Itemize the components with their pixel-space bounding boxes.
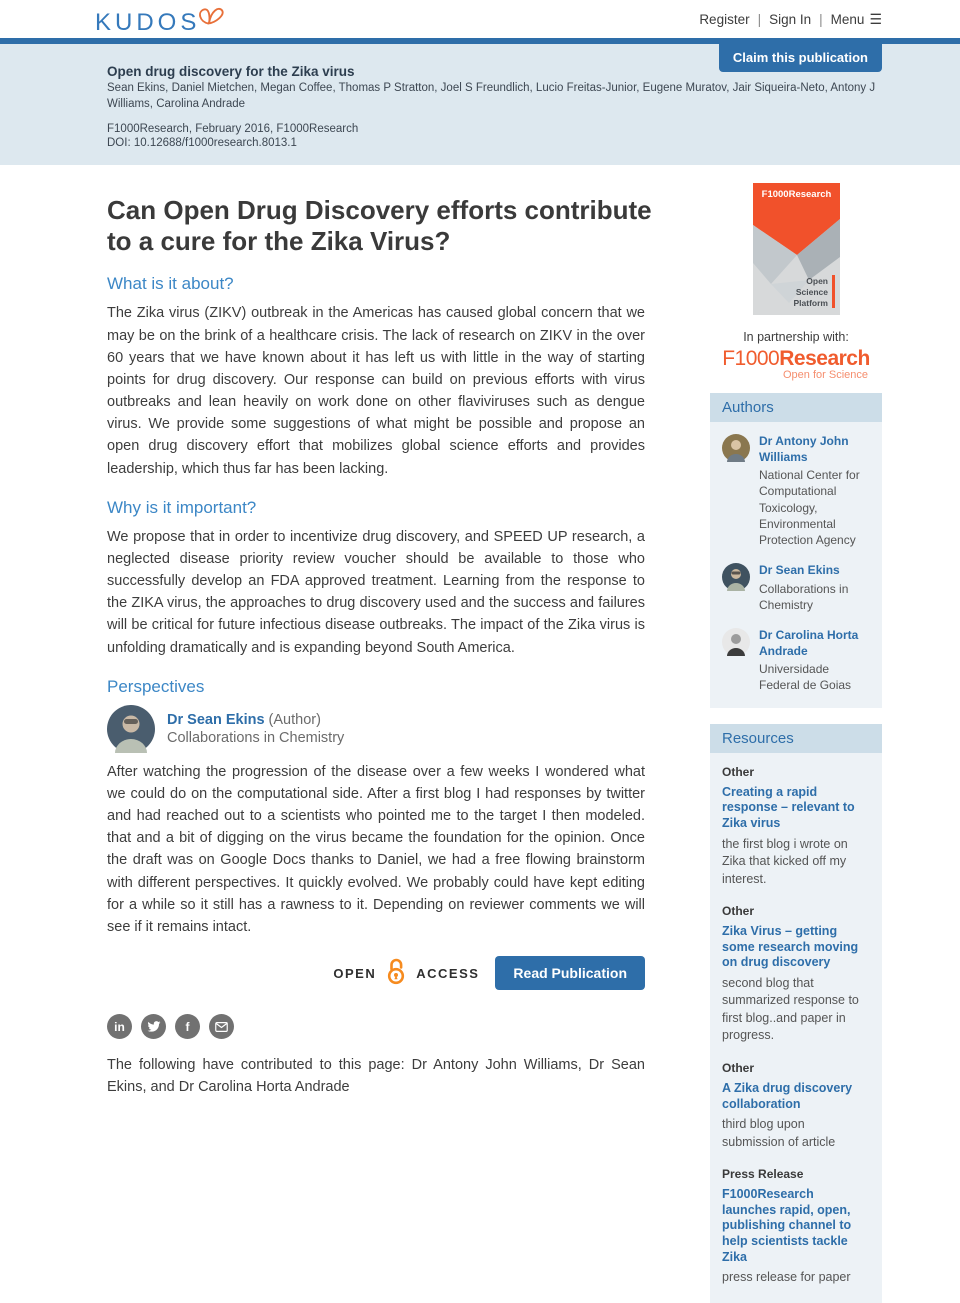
resource-title-link[interactable]: Zika Virus – getting some research moving on drug discovery	[722, 924, 859, 970]
open-access-lock-icon	[384, 957, 408, 990]
avatar	[722, 434, 750, 462]
perspective-author-block	[107, 705, 667, 753]
resource-title-link[interactable]: F1000Research launches rapid, open, publishing channel to help scientists tackle Zika	[722, 1187, 852, 1264]
authors-section-heading: Authors	[710, 393, 882, 422]
avatar	[722, 628, 750, 656]
author-list-item	[722, 628, 870, 694]
resources-section-heading: Resources	[710, 724, 882, 753]
author-affiliation: Collaborations in Chemistry	[759, 581, 849, 612]
resource-list-item	[722, 765, 870, 888]
perspectives-heading: Perspectives	[107, 676, 205, 696]
resource-type: Other	[722, 764, 755, 779]
hamburger-menu-icon[interactable]: ☰	[869, 11, 882, 27]
linkedin-icon[interactable]: in	[107, 1014, 132, 1039]
author-name-link[interactable]: Dr Antony John Williams	[759, 434, 849, 464]
resource-list-item	[722, 1167, 870, 1287]
journal-cover-image	[753, 183, 840, 315]
contributors-text: The following have contributed to this page: Dr Antony John Williams, Dr Sean Ekins, and Dr Carolina Horta Andrade	[107, 1057, 645, 1095]
social-share-row	[107, 1014, 667, 1039]
nav-separator: |	[757, 12, 762, 27]
menu-link[interactable]: Menu	[830, 12, 865, 27]
claim-publication-button[interactable]: Claim this publication	[719, 44, 882, 72]
top-nav	[699, 11, 882, 28]
importance-heading: Why is it important?	[107, 497, 257, 517]
resource-list-item	[722, 1061, 870, 1151]
resource-description: press release for paper	[722, 1270, 851, 1285]
signin-link[interactable]: Sign In	[769, 12, 812, 27]
author-name-link[interactable]: Dr Sean Ekins	[759, 563, 840, 578]
about-text: The Zika virus (ZIKV) outbreak in the Americas has caused global concern that we may be on the brink of a healthcare crisis. The lack of research on ZIKV in the over 60 years that we have known about it has left us with little in the way of starting points for drug discovery. Our response can build on previous efforts with virus outbreaks and lean heavily on work done on other flaviviruses such as dengue virus. We provide some suggestions of what might be possible and propose an open drug discovery effort that mobilizes global science efforts and provides leadership, which thus far has been lacking.	[107, 305, 645, 477]
perspective-author-link[interactable]: Dr Sean Ekins	[167, 711, 265, 728]
perspective-author-affiliation: Collaborations in Chemistry	[167, 729, 345, 746]
svg-text:Open: Open	[805, 276, 828, 286]
main-content	[0, 165, 960, 1285]
perspective-author-role: (Author)	[264, 711, 321, 728]
open-access-label-open: OPEN	[333, 965, 377, 981]
about-heading: What is it about?	[107, 274, 234, 294]
resource-description: third blog upon submission of article	[722, 1117, 836, 1149]
kudos-logo-text: KUDOS	[95, 9, 201, 36]
resource-type: Other	[722, 904, 755, 919]
authors-section-body	[710, 422, 882, 708]
author-list-item	[722, 434, 870, 548]
publication-doi: DOI: 10.12688/f1000research.8013.1	[107, 137, 297, 150]
resource-title-link[interactable]: Creating a rapid response – relevant to Zika virus	[722, 784, 855, 830]
publication-banner	[0, 44, 960, 165]
sidebar-gap	[710, 708, 882, 724]
kudos-logo[interactable]	[95, 7, 226, 35]
resource-type: Other	[722, 1060, 755, 1075]
publication-title: Open drug discovery for the Zika virus	[107, 64, 355, 79]
publication-journal: F1000Research, February 2016, F1000Research	[107, 123, 359, 136]
f1000research-tagline: Open for Science	[783, 369, 868, 381]
top-header	[0, 0, 960, 38]
article-column	[107, 165, 667, 1099]
nav-separator: |	[819, 12, 823, 27]
read-publication-button[interactable]: Read Publication	[495, 956, 645, 990]
importance-text: We propose that in order to incentivize drug discovery, and SPEED UP research, a neglected disease priority review voucher should be available to those who successfully develop an FDA approved treatment. Learning from the response to the ZIKA virus, the approaches to drug discovery used and the success and failures will be critical for future infectious disease outbreaks. The impact of the Zika virus is unfolding dramatically and is expanding beyond South America.	[107, 528, 645, 656]
partnership-label: In partnership with:	[743, 330, 849, 344]
butterfly-icon	[196, 4, 226, 35]
page-title: Can Open Drug Discovery efforts contribute to a cure for the Zika Virus?	[107, 195, 652, 256]
resource-title-link[interactable]: A Zika drug discovery collaboration	[722, 1080, 853, 1111]
author-affiliation: National Center for Computational Toxicology, Environmental Protection Agency	[759, 468, 860, 547]
svg-text:Platform: Platform	[793, 298, 828, 308]
author-name-link[interactable]: Dr Carolina Horta Andrade	[759, 628, 859, 658]
svg-text:F1000Research: F1000Research	[761, 189, 831, 200]
resource-description: the first blog i wrote on Zika that kicked off my interest.	[722, 836, 848, 886]
resource-list-item	[722, 904, 870, 1045]
resource-type: Press Release	[722, 1167, 804, 1182]
open-access-row	[107, 956, 645, 990]
avatar	[107, 705, 155, 753]
resources-section-body	[710, 753, 882, 1303]
facebook-icon[interactable]: f	[175, 1014, 200, 1039]
author-list-item	[722, 563, 870, 613]
resource-description: second blog that summarized response to first blog..and paper in progress.	[722, 975, 859, 1043]
f1000research-logo[interactable]: F1000Research Open for Science	[710, 348, 882, 381]
email-icon[interactable]	[209, 1014, 234, 1039]
sidebar	[710, 165, 882, 1303]
publication-authors: Sean Ekins, Daniel Mietchen, Megan Coffee, Thomas P Stratton, Joel S Freundlich, Lucio Freitas-Junior, Eugene Muratov, Jair Siqueira-Neto, Antony J Williams, Carolina Andrade	[107, 82, 876, 110]
author-affiliation: Universidade Federal de Goias	[759, 662, 852, 693]
register-link[interactable]: Register	[699, 12, 750, 27]
twitter-icon[interactable]	[141, 1014, 166, 1039]
perspective-text: After watching the progression of the disease over a few weeks I wondered what we could do on the computational side. After a first blog I had responses by twitter and had reached out to a scientists who pointed me to the target I then modeled. that and a bit of digging on the virus became the foundation for the opinion. Once the draft was on Google Docs thanks to Daniel, we had a free flowing brainstorm with different perspectives. It quickly evolved. We probably could have kept editing for a while so it still has a rawness to it. Depending on reviewer comments we will see if it remains intact.	[107, 763, 645, 935]
svg-text:Science: Science	[795, 287, 828, 297]
open-access-label-access: ACCESS	[416, 965, 480, 981]
avatar	[722, 563, 750, 591]
